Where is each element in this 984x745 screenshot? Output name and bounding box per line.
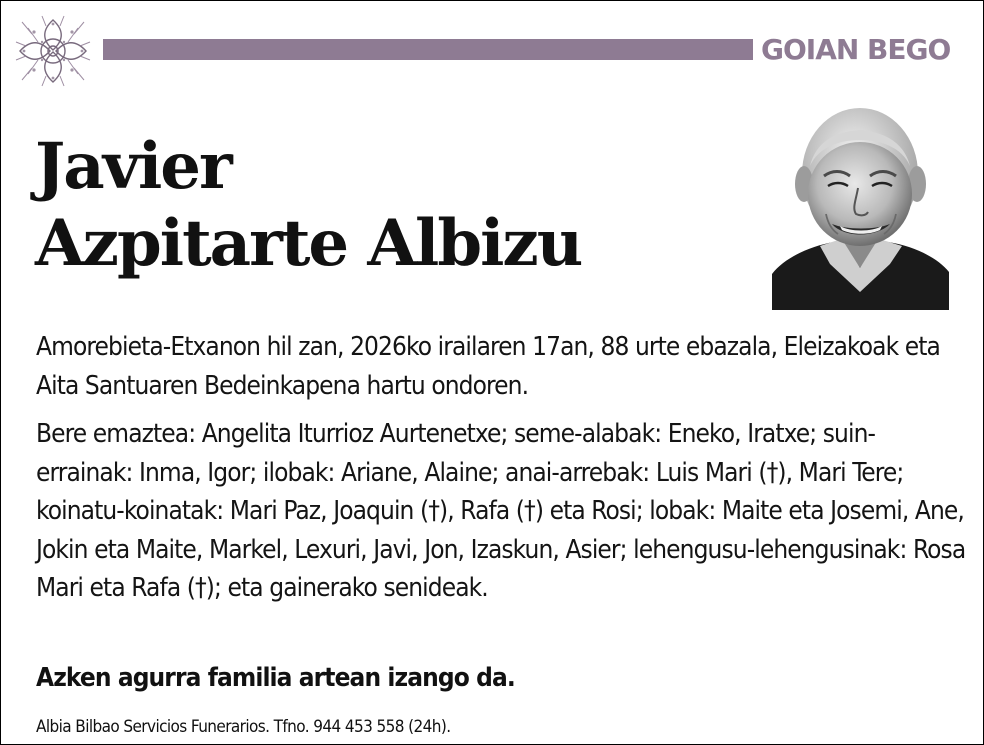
funeral-home-footer: Albia Bilbao Servicios Funerarios. Tfno. 944 453 558 (24h).	[36, 717, 451, 737]
header-accent-bar	[103, 39, 753, 60]
farewell-note: Azken agurra familia artean izango da.	[36, 663, 515, 693]
section-label: GOIAN BEGO	[761, 33, 951, 66]
family-list-paragraph: Bere emaztea: Angelita Iturrioz Aurtenetxe; seme-alabak: Eneko, Iratxe; suin-errainak: Inma, Igor; ilobak: Ariane, Alaine; anai-arrebak: Luis Mari (†), Mari Tere; koinatu-koinatak: Mari Paz, Joaquin (†), Rafa (†) eta Rosi; lobak: Maite eta Josemi, Ane, Jokin eta Maite, Markel, Lexuri, Javi, Jon, Izaskun, Asier; lehengusu-lehengusinak: Rosa Mari eta Rafa (†); eta gainerako senideak.	[36, 419, 966, 603]
deceased-name	[35, 128, 755, 282]
obituary-body	[36, 328, 966, 608]
name-line-first: Javier	[35, 129, 231, 204]
portrait-photo-icon	[772, 96, 949, 310]
name-line-surnames: Azpitarte Albizu	[35, 206, 582, 281]
lauburu-cross-emblem-icon	[12, 12, 94, 90]
death-notice-paragraph: Amorebieta-Etxanon hil zan, 2026ko irailaren 17an, 88 urte ebazala, Eleizakoak eta Aita Santuaren Bedeinkapena hartu ondoren.	[36, 332, 940, 401]
